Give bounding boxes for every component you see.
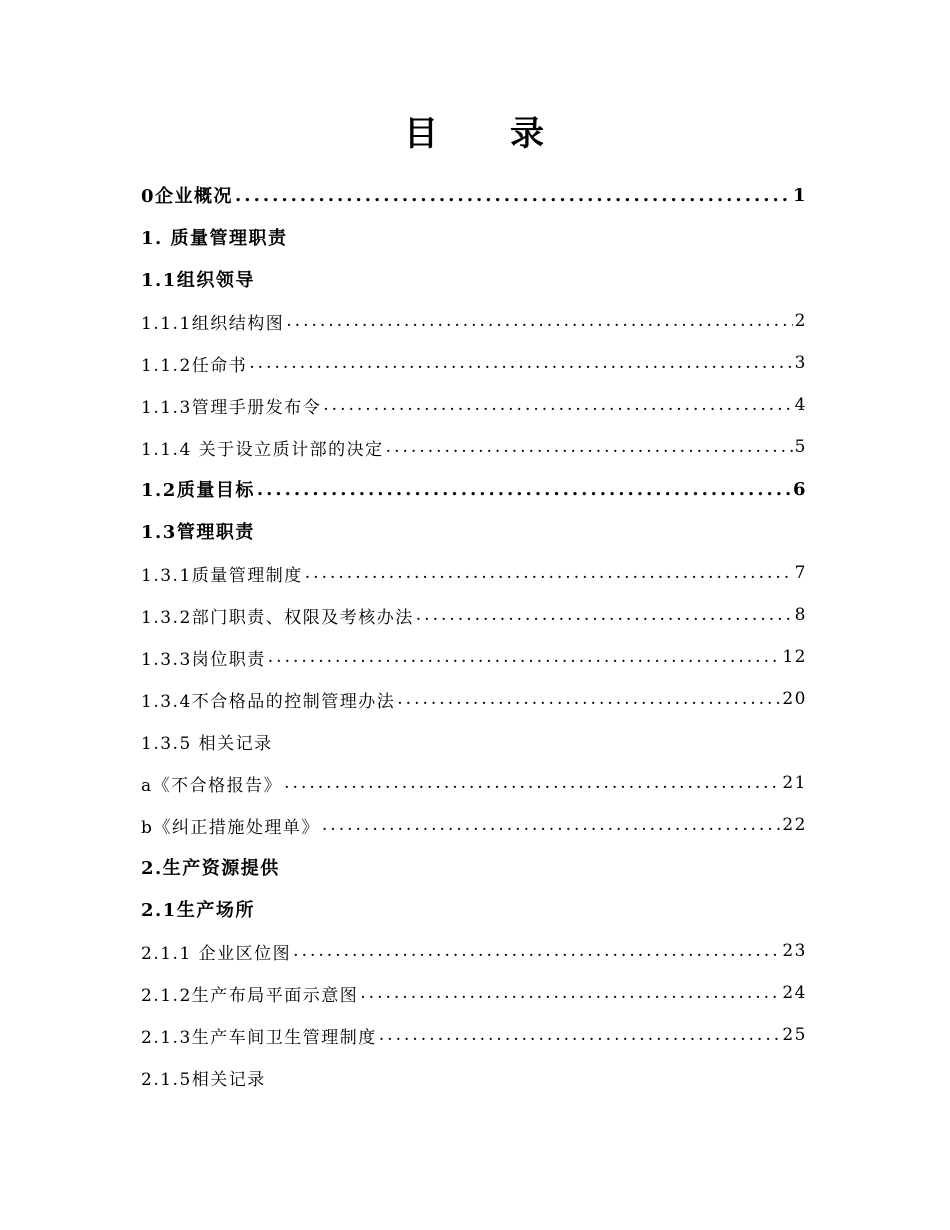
toc-entry-label: 2.1.2生产布局平面示意图 <box>141 985 359 1006</box>
dot-leader <box>322 815 780 835</box>
dot-leader <box>379 1025 781 1045</box>
dot-leader <box>305 563 793 583</box>
toc-entry[interactable] <box>141 174 807 216</box>
toc-entry-page-number: 21 <box>782 773 807 793</box>
toc-entry-page-number: 23 <box>782 941 807 961</box>
toc-entry[interactable] <box>141 342 807 384</box>
dot-leader <box>286 311 792 331</box>
dot-leader <box>249 353 792 373</box>
toc-entry-page-number: 12 <box>782 647 807 667</box>
toc-entry[interactable] <box>141 804 807 846</box>
toc-entry[interactable] <box>141 468 807 510</box>
toc-entry-label: 1.3.1质量管理制度 <box>141 565 303 586</box>
toc-entry-label: 1.1组织领导 <box>141 270 255 291</box>
dot-leader <box>397 689 780 709</box>
toc-entry-label: b《纠正措施处理单》 <box>141 817 320 838</box>
toc-entry[interactable] <box>141 888 807 930</box>
toc-entry[interactable] <box>141 258 807 300</box>
toc-entry-page-number: 4 <box>794 395 807 415</box>
toc-entry[interactable] <box>141 972 807 1014</box>
toc-entry-label: 1.1.3管理手册发布令 <box>141 397 322 418</box>
toc-entry[interactable] <box>141 678 807 720</box>
dot-leader <box>360 983 780 1003</box>
toc-entry-label: 1.3.2部门职责、权限及考核办法 <box>141 607 414 628</box>
toc-entry-page-number: 7 <box>794 563 807 583</box>
toc-entry-page-number: 6 <box>792 478 807 500</box>
toc-entry[interactable] <box>141 846 807 888</box>
toc-entry-label: 1.2质量目标 <box>141 480 255 501</box>
toc-entry[interactable] <box>141 762 807 804</box>
title-char-2: 录 <box>510 114 546 154</box>
toc-entry[interactable] <box>141 510 807 552</box>
dot-leader <box>293 941 780 961</box>
toc-entry-page-number: 22 <box>782 815 807 835</box>
toc-entry-label: 2.1生产场所 <box>141 900 255 921</box>
toc-entry-label: 1.1.4 关于设立质计部的决定 <box>141 439 384 460</box>
toc-entry-label: 1.3.3岗位职责 <box>141 649 266 670</box>
toc-entry[interactable] <box>141 636 807 678</box>
toc-entry-label: 1.3管理职责 <box>141 522 255 543</box>
table-of-contents <box>141 174 807 1098</box>
toc-entry-label: 2.1.1 企业区位图 <box>141 943 292 964</box>
toc-entry-page-number: 24 <box>782 983 807 1003</box>
toc-entry-label: 1.3.4不合格品的控制管理办法 <box>141 691 396 712</box>
toc-entry-page-number: 25 <box>782 1025 807 1045</box>
toc-entry[interactable] <box>141 552 807 594</box>
toc-entry[interactable] <box>141 1056 807 1098</box>
toc-entry-label: 0企业概况 <box>141 186 234 207</box>
dot-leader <box>323 395 792 415</box>
toc-entry[interactable] <box>141 216 807 258</box>
toc-entry[interactable] <box>141 300 807 342</box>
toc-entry[interactable] <box>141 720 807 762</box>
toc-entry-page-number: 8 <box>794 605 807 625</box>
dot-leader <box>386 437 793 457</box>
dot-leader <box>235 185 791 206</box>
toc-entry-page-number: 20 <box>782 689 807 709</box>
toc-entry-label: 2.1.5相关记录 <box>141 1069 266 1090</box>
toc-entry-label: 1. 质量管理职责 <box>141 228 288 249</box>
dot-leader <box>416 605 793 625</box>
toc-entry[interactable] <box>141 594 807 636</box>
toc-entry-label: 2.生产资源提供 <box>141 858 280 879</box>
page-title <box>0 108 950 160</box>
toc-entry-page-number: 1 <box>792 184 807 206</box>
toc-entry-label: 1.1.1组织结构图 <box>141 313 285 334</box>
toc-entry[interactable] <box>141 930 807 972</box>
dot-leader <box>284 773 780 793</box>
dot-leader <box>257 479 791 500</box>
toc-entry[interactable] <box>141 384 807 426</box>
toc-entry[interactable] <box>141 1014 807 1056</box>
toc-entry-label: a《不合格报告》 <box>141 775 283 796</box>
toc-entry-page-number: 3 <box>794 353 807 373</box>
dot-leader <box>268 647 781 667</box>
toc-entry-label: 2.1.3生产车间卫生管理制度 <box>141 1027 377 1048</box>
toc-entry-label: 1.3.5 相关记录 <box>141 733 273 754</box>
toc-entry-page-number: 5 <box>794 437 807 457</box>
title-char-1: 目 <box>404 114 440 154</box>
toc-entry[interactable] <box>141 426 807 468</box>
toc-entry-label: 1.1.2任命书 <box>141 355 248 376</box>
toc-entry-page-number: 2 <box>794 311 807 331</box>
